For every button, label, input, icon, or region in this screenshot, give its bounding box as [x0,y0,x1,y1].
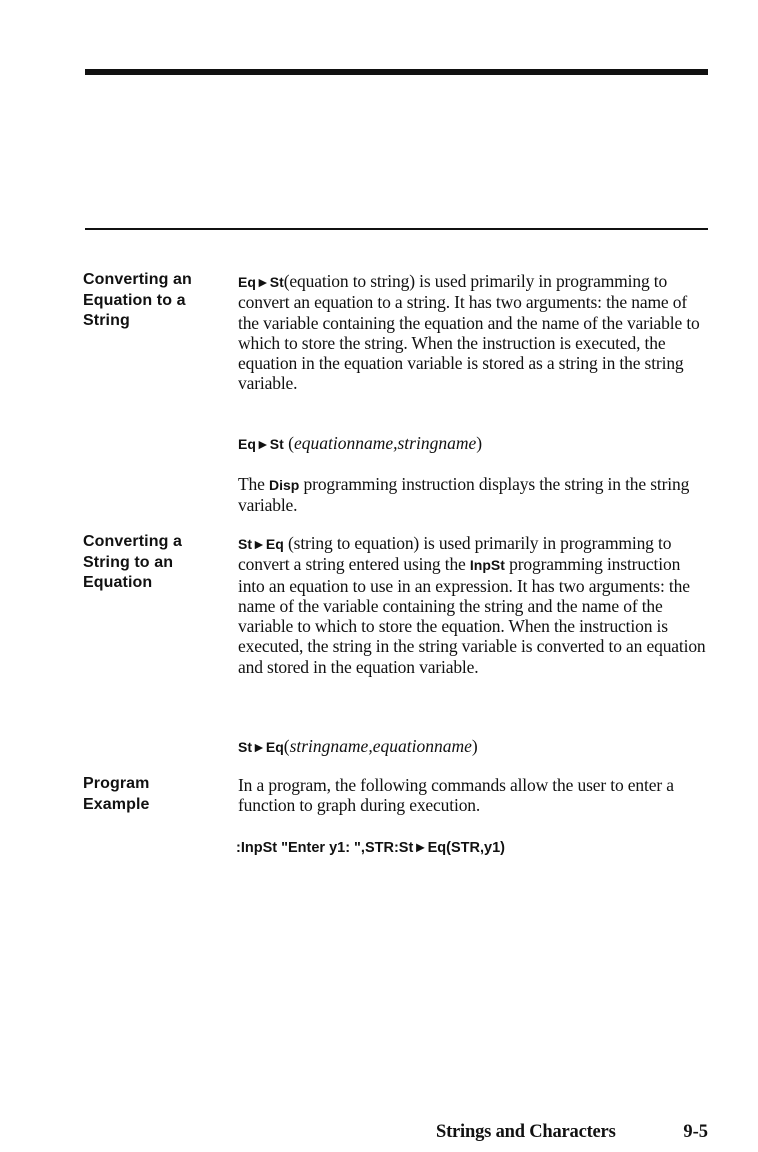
paragraph-eq-to-st-text: (equation to string) is used primarily in programming to convert an equation to a string. It has two arguments: the name of the variable containing the equation and the name of the variable to which to store the string. When the instruction is executed, the equation in the equation variable is stored as a string in the string variable. [238,271,700,394]
top-thin-rule [85,228,708,230]
top-thick-rule [85,69,708,75]
paragraph-st-to-eq-text-b: programming instruction into an equation to use in an expression. It has two arguments: the name of the variable containing the string and the name of the variable to which to store the equation. When the instruction is executed, the string in the string variable is converted to an equation and stored in the equation variable. [238,554,706,677]
keyword-disp: Disp [268,477,300,493]
paragraph-program-example: In a program, the following commands allow the user to enter a function to graph during execution. [238,775,674,816]
disp-pre-text: The [238,474,269,494]
syntax-eq-st-args: equationname,stringname [293,433,477,453]
keyword-eq-st: Eq►St [238,274,284,290]
disp-post-text: programming instruction displays the string in the string variable. [238,474,690,516]
syntax-st-to-eq [238,736,708,757]
syntax-st-eq-cmd: St►Eq [238,739,284,755]
syntax-eq-st-cmd: Eq►St [238,436,284,452]
syntax-eq-st-open: ( [283,433,294,453]
keyword-st-eq: St►Eq [238,536,284,552]
syntax-eq-to-st [238,433,708,454]
paragraph-st-to-eq [238,533,708,677]
syntax-eq-st-close: ) [476,433,483,453]
heading-program-example: Program Example [83,775,150,813]
syntax-st-eq-open: ( [283,736,290,756]
heading-equation-to-string: Converting an Equation to a String [83,271,192,329]
syntax-st-eq-args: stringname,equationname [289,736,472,756]
paragraph-st-to-eq-text-a: (string to equation) is used primarily in programming to convert a string entered using the [238,533,672,575]
paragraph-eq-to-st [238,271,708,394]
heading-string-to-equation: Converting a String to an Equation [83,533,182,591]
code-example: :InpSt "Enter y1: ",STR:St►Eq(STR,y1) [236,840,505,856]
footer-chapter-title: Strings and Characters [436,1122,616,1142]
paragraph-disp [238,474,708,516]
syntax-st-eq-close: ) [471,736,478,756]
keyword-inpst: InpSt [469,557,505,574]
footer-page-number: 9-5 [683,1122,708,1142]
